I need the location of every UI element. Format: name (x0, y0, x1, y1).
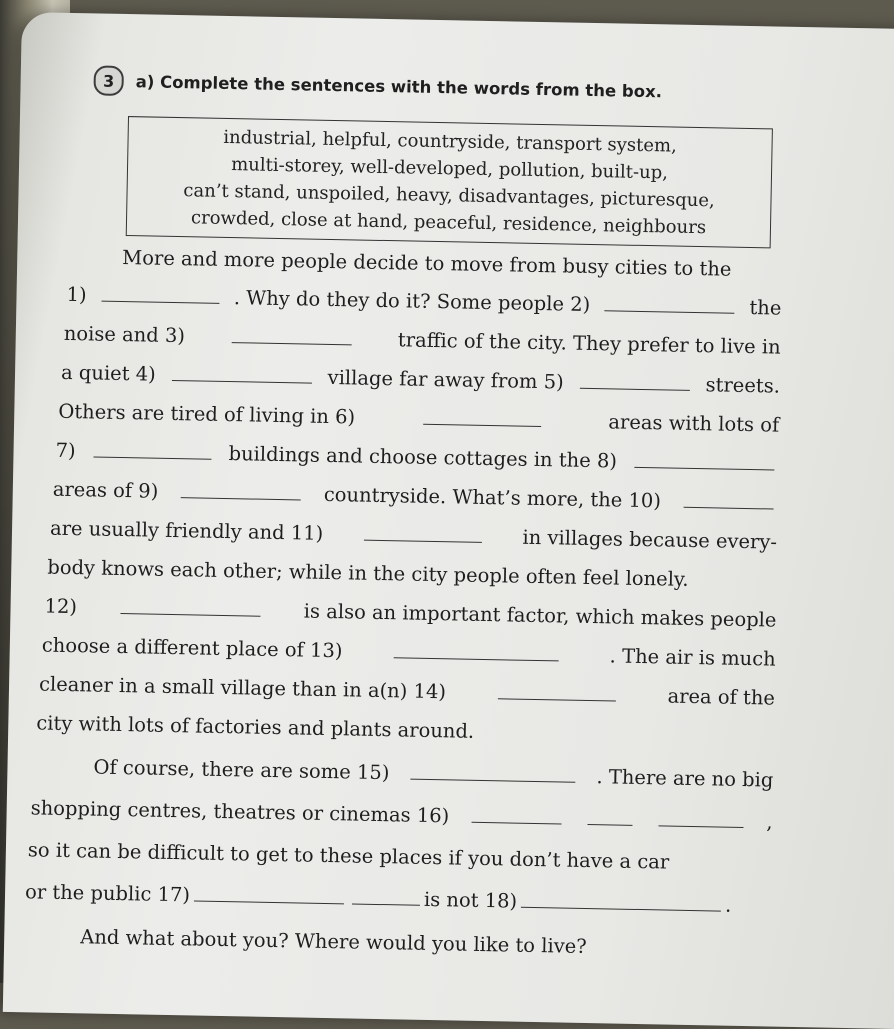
text-segment: buildings and choose cottages in the 8) (228, 442, 618, 473)
text-segment: . Why do they do it? Some people 2) (233, 286, 591, 316)
text-segment: 12) (44, 594, 78, 619)
text-line (39, 672, 775, 709)
blank-10[interactable] (684, 506, 774, 510)
gap-number-1: 1) (66, 282, 87, 307)
blank-2[interactable] (605, 309, 735, 313)
text-segment: areas of 9) (52, 477, 159, 503)
text-segment: is also an important factor, which makes people (303, 599, 777, 632)
text-segment: . There are no big (596, 765, 774, 792)
text-segment: city with lots of factories and plants around. (36, 711, 475, 743)
text-segment: shopping centres, theatres or cinemas 16) (30, 796, 450, 828)
text-line (66, 283, 781, 320)
text-segment: the (749, 296, 782, 320)
text-line (44, 595, 776, 632)
word-box-line: crowded, close at hand, peaceful, residence, neighbours (190, 207, 707, 239)
text-line (31, 796, 773, 833)
blank-1[interactable] (101, 300, 219, 304)
word-box-line: industrial, helpful, countryside, transport system, (223, 126, 678, 157)
blank-17a[interactable] (194, 899, 344, 904)
textbook-page (3, 12, 894, 1029)
blank-9[interactable] (181, 496, 301, 500)
text-segment: More and more people decide to move from busy cities to the (122, 245, 732, 281)
blank-14[interactable] (498, 697, 616, 701)
word-box-line: can’t stand, unspoiled, heavy, disadvantages, picturesque, (183, 180, 715, 212)
exercise-title: a) Complete the sentences with the words from the box. (135, 71, 663, 101)
text-line (80, 925, 770, 961)
blank-13[interactable] (393, 656, 558, 661)
text-line (42, 633, 776, 670)
text-segment: so it can be difficult to get to these places if you don’t have a car (27, 838, 670, 874)
text-segment: . The air is much (609, 644, 776, 671)
text-line (28, 838, 772, 875)
text-line (36, 711, 774, 748)
text-segment: areas with lots of (608, 410, 780, 437)
text-line (50, 517, 777, 554)
text-segment: 7) (55, 438, 76, 463)
exercise-number-badge: 3 (93, 65, 124, 96)
text-segment: is not 18) (423, 887, 518, 913)
text-segment: Others are tired of living in 6) (58, 399, 356, 429)
text-line (58, 400, 779, 437)
blank-7[interactable] (93, 455, 211, 459)
text-segment: choose a different place of 13) (41, 633, 343, 663)
blank-16c[interactable] (659, 824, 744, 828)
blank-17b[interactable] (352, 902, 420, 905)
text-segment: area of the (667, 684, 776, 710)
text-segment: . (724, 893, 732, 917)
word-box (126, 116, 773, 248)
text-segment: countryside. What’s more, the 10) (323, 482, 662, 513)
text-line (47, 556, 777, 593)
text-segment: in villages because every- (522, 525, 778, 554)
text-line (55, 439, 778, 476)
text-segment: , (766, 810, 773, 834)
text-line (25, 880, 771, 917)
text-segment: body knows each other; while in the city people often feel lonely. (47, 555, 689, 591)
closing-question: And what about you? Where would you like to live? (80, 925, 587, 959)
blank-3[interactable] (231, 341, 351, 345)
blank-11[interactable] (364, 539, 482, 543)
blank-12[interactable] (120, 612, 260, 617)
text-segment: village far away from 5) (327, 365, 564, 394)
text-segment: Of course, there are some 15) (93, 755, 390, 785)
text-segment: or the public 17) (24, 880, 191, 907)
blank-15[interactable] (410, 778, 575, 783)
text-line (93, 756, 773, 792)
blank-5[interactable] (580, 387, 690, 391)
exercise-header (93, 65, 662, 106)
word-box-line: multi-storey, well-developed, pollution, built-up, (231, 154, 669, 184)
text-segment: noise and 3) (63, 321, 186, 348)
text-line (53, 478, 778, 515)
text-segment: traffic of the city. They prefer to live in (397, 328, 781, 359)
blank-8[interactable] (634, 466, 774, 471)
text-segment: a quiet 4) (60, 360, 156, 386)
blank-18[interactable] (521, 906, 721, 912)
text-line (61, 361, 780, 398)
text-segment: are usually friendly and 11) (49, 516, 324, 545)
blank-6[interactable] (423, 423, 541, 427)
text-line (122, 246, 782, 282)
blank-4[interactable] (172, 379, 312, 384)
text-segment: streets. (705, 373, 781, 398)
text-line (64, 322, 781, 359)
text-segment: cleaner in a small village than in a(n) 14) (38, 672, 447, 704)
blank-16a[interactable] (471, 821, 561, 825)
blank-16b[interactable] (588, 823, 633, 826)
